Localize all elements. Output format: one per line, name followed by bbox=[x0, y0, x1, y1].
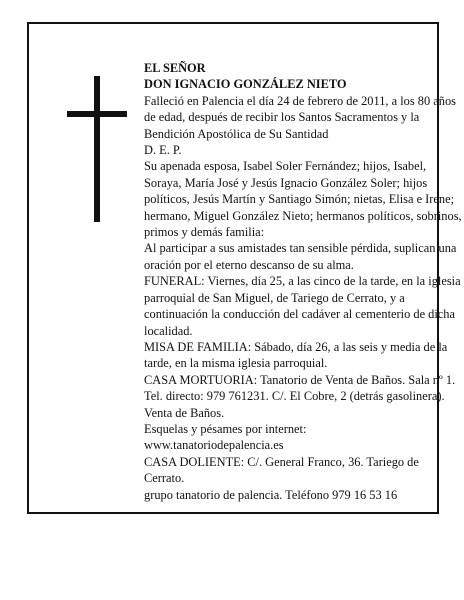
obituary-frame bbox=[27, 22, 462, 514]
death-notice: Falleció en Palencia el día 24 de febrero de 2011, a los 80 años de edad, después de recibir los Santos Sacramentos y la Bendición Apostólica de Su Santidad bbox=[144, 93, 456, 141]
family-mass-info: MISA DE FAMILIA: Sábado, día 26, a las seis y media de la tarde, en la misma iglesia parroquial. bbox=[144, 339, 448, 371]
family-list: Su apenada esposa, Isabel Soler Fernández; hijos, Isabel, Soraya, María José y Jesús Ignacio González Soler; hijos políticos, Jesús Martín y Santiago Simón; nietas, Elisa e Irene; hermano, Miguel González Nieto; hermanos políticos, sobrinos, primos y demás familia: bbox=[144, 159, 462, 240]
website-link[interactable]: www.tanatoriodepalencia.es bbox=[144, 438, 284, 453]
obituary-text bbox=[144, 60, 462, 503]
condolences-label: Esquelas y pésames por internet: bbox=[144, 421, 307, 436]
mourning-house-info: CASA DOLIENTE: C/. General Franco, 36. Tariego de Cerrato. bbox=[144, 454, 419, 486]
funeral-group-info: grupo tanatorio de palencia. Teléfono 979 16 53 16 bbox=[144, 487, 398, 502]
heading: EL SEÑOR bbox=[144, 61, 206, 75]
cross-icon bbox=[67, 76, 127, 222]
cross-horizontal-bar bbox=[67, 111, 127, 117]
funeral-info: FUNERAL: Viernes, día 25, a las cinco de la tarde, en la iglesia parroquial de San Miguel, de Tariego de Cerrato, y a continuación la conducción del cadáver al cementerio de dicha localidad. bbox=[144, 274, 461, 338]
prayer-request: Al participar a sus amistades tan sensible pérdida, suplican una oración por el eterno descanso de su alma. bbox=[144, 241, 457, 272]
mortuary-info: CASA MORTUORIA: Tanatorio de Venta de Baños. Sala nº 1. Tel. directo: 979 761231. C/. El Cobre, 2 (detrás gasolinera). Venta de Baños. bbox=[144, 372, 456, 420]
deceased-name: DON IGNACIO GONZÁLEZ NIETO bbox=[144, 77, 347, 92]
cross-vertical-bar bbox=[94, 76, 100, 222]
rip: D. E. P. bbox=[144, 143, 182, 158]
